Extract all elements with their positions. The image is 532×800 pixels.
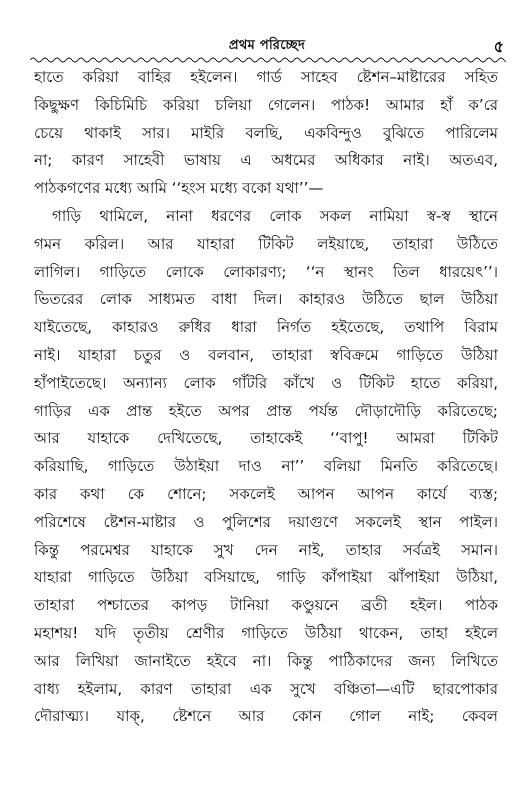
page-body [34, 64, 498, 731]
text-line: করিয়াছি, গাড়িতে উঠাইয়া দাও না’’ বলিয়া মিনতি করিতেছে। [34, 457, 498, 476]
text-line: দৌরাত্ম্য। যাক্, ষ্টেশনে আর কোন গোল নাই; কেবল [34, 707, 498, 726]
text-line: বাধ্য হইলাম, কারণ তাহারা এক সুখে বঞ্চিতা—এটি ছারপোকার [34, 679, 498, 698]
text-line: লাগিল। গাড়িতে লোকে লোকারণ্য; ‘‘ন স্থানং তিল ধারয়েৎ’’। [34, 262, 498, 281]
page-header [24, 36, 510, 54]
paragraph-2 [34, 203, 498, 731]
text-line: মহাশয়! যদি তৃতীয় শ্রেণীর গাড়িতে উঠিয়া থাকেন, তাহা হইলে [34, 623, 498, 642]
decorative-wavy-rule [30, 56, 506, 64]
text-line: কার কথা কে শোনে; সকলেই আপন আপন কার্যে ব্যস্ত; [34, 484, 498, 503]
paragraph-1 [34, 64, 498, 203]
text-line: না; কারণ সাহেবী ভাষায় এ অধমের অধিকার নাই। অতএব, [34, 151, 498, 170]
text-line: কিছুক্ষণ কিচিমিচি করিয়া চলিয়া গেলেন। পাঠক! আমার হাঁ ক’রে [34, 95, 498, 114]
text-line: হাঁপাইতেছে। অন্যান্য লোক গাঁটরি কাঁখে ও টিকিট হাতে করিয়া, [34, 373, 498, 392]
text-line: হাতে করিয়া বাহির হইলেন। গার্ড সাহেব ষ্টেশন–মাষ্টারের সহিত [34, 68, 498, 86]
text-line: গমন করিল। আর যাহারা টিকিট লইয়াছে, তাহারা উঠিতে [34, 234, 498, 253]
text-line: পাঠকগণের মধ্যে আমি ‘‘হংস মধ্যে বকো যথা’’— [34, 179, 324, 198]
text-line: নাই। যাহারা চতুর ও বলবান, তাহারা স্ববিক্রমে গাড়িতে উঠিয়া [34, 345, 498, 364]
running-title: প্রথম পরিচ্ছেদ [228, 38, 306, 53]
text-line: আর লিখিয়া জানাইতে হইবে না। কিন্তু পাঠিকাদের জন্য লিখিতে [34, 651, 498, 670]
text-line: কিন্তু পরমেশ্বর যাহাকে সুখ দেন নাই, তাহার সর্বত্রই সমান। [34, 540, 498, 559]
text-line: পরিশেষে ষ্টেশন-মাষ্টার ও পুলিশের দয়াগুণে সকলেই স্থান পাইল। [34, 512, 498, 531]
text-line: যাইতেছে, কাহারও রুধির ধারা নির্গত হইতেছে, তথাপি বিরাম [34, 318, 498, 337]
text-line: যাহারা গাড়িতে উঠিয়া বসিয়াছে, গাড়ি কাঁপাইয়া ঝাঁপাইয়া উঠিয়া, [34, 568, 498, 587]
text-line: তাহারা পশ্চাতের কাপড় টানিয়া কণ্ডুয়নে ব্রতী হইল। পাঠক [34, 596, 498, 615]
text-line: গাড়ি থামিলে, নানা ধরণের লোক সকল নামিয়া স্ব-স্ব স্থানে [52, 206, 498, 225]
page-number: ৫ [493, 37, 504, 56]
text-line: ভিতরের লোক সাধ্যমত বাধা দিল। কাহারও উঠিতে ছাল উঠিয়া [34, 290, 498, 309]
text-line: চেয়ে থাকাই সার। মাইরি বলছি, একবিন্দুও বুঝিতে পারিলেম [34, 123, 498, 142]
text-line: গাড়ির এক প্রান্ত হইতে অপর প্রান্ত পর্যন্ত দৌড়াদৌড়ি করিতেছে; [34, 401, 498, 420]
text-line: আর যাহাকে দেখিতেছে, তাহাকেই ‘‘বাপু! আমরা টিকিট [34, 429, 498, 448]
